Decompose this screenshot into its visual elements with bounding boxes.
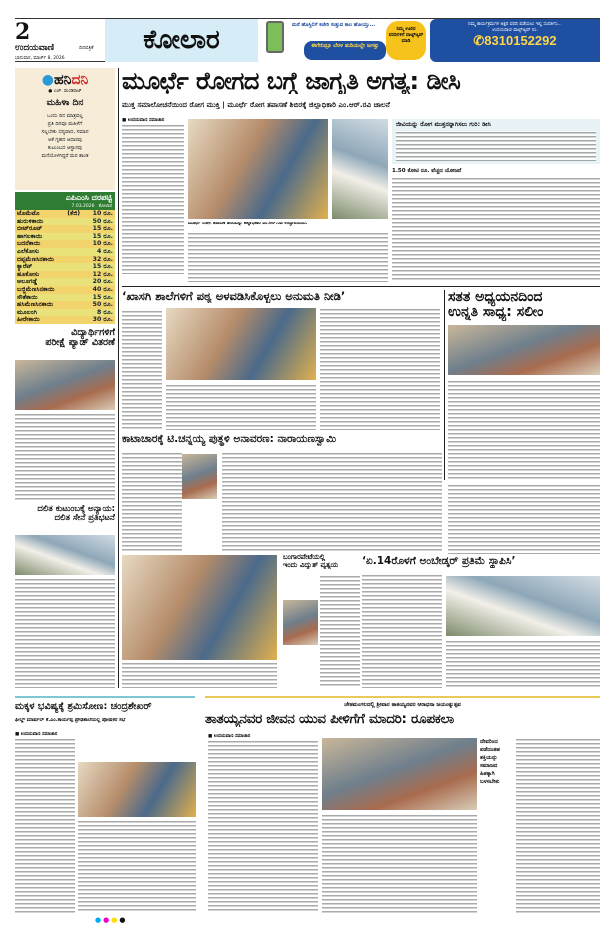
- dalita-photo: [15, 535, 115, 575]
- ad-phone[interactable]: ✆8310152292: [473, 33, 557, 48]
- bangarapete-body: [320, 575, 360, 688]
- apmc-title: ಎಪಿಎಂಸಿ ದರಪಟ್ಟಿ: [65, 193, 112, 202]
- makkala-byline: ■ ಉದಯವಾಣಿ ಸಮಾಚಾರ: [15, 732, 58, 737]
- item-price: 50 ರೂ.: [86, 301, 115, 309]
- headline-line: ದಲಿತ ಸೇನೆ ಪ್ರತಿಭಟನೆ: [54, 513, 115, 524]
- apmc-date: 7.03.2026: [71, 204, 95, 209]
- procession-photo: [122, 555, 277, 660]
- price-row: [15, 240, 115, 248]
- ambedkar-top-body: [448, 484, 600, 554]
- lead-byline: ■ ಉದಯವಾಣಿ ಸಮಾಚಾರ: [122, 118, 165, 123]
- edition-tag: ದಿನಪತ್ರಿಕೆ: [79, 45, 94, 51]
- tatayya-kicker: ಚೇತಮಂಗಲದಲ್ಲಿ ಶ್ರೀವಾರ ತಾತಯ್ಯನವರ ಆರಾಧನಾ ಜಯಂತ್ಯುತ್ಸವ: [344, 702, 461, 708]
- poem-line: ಕುಟುಂಬದ ಆಸ್ಥಾನವು: [47, 145, 83, 151]
- price-table: [15, 210, 115, 324]
- apmc-table: [15, 192, 115, 324]
- price-row: [15, 263, 115, 271]
- item-name: ಹುರುಳಿಕಾಯಿ: [15, 218, 65, 226]
- item-name: ಕ್ಯಾರೆಟ್: [15, 263, 65, 271]
- poem-line: ಸಲ್ಲಬೇಕು ಧನ್ಯವಾದ, ಸಮಾನ: [41, 129, 89, 135]
- item-name: ಟೊಮೆಟೊ: [15, 210, 65, 218]
- poem: [19, 112, 111, 160]
- item-price: 10 ರೂ.: [86, 210, 115, 218]
- poem-line: ಒಂದು ದಿನ ಮಾತ್ರವಲ್ಲ: [46, 113, 83, 119]
- price-row: [15, 233, 115, 241]
- vidyarthi-headline: [15, 328, 115, 349]
- khasagi-body-2: [166, 384, 316, 430]
- makkala-photo: [78, 762, 196, 817]
- item-price: 20 ರೂ.: [86, 278, 115, 286]
- item-price: 32 ರೂ.: [86, 256, 115, 264]
- ad-line1: ಮನೆ ಹೊಸ್ತಿಲಿಗೆ ಕಚೇರಿ ಸುತ್ತುವ ಕಾಲ ಹೋಯ್ತು...: [292, 22, 376, 28]
- dalita-body: [15, 578, 115, 688]
- price-row: [15, 271, 115, 279]
- item-price: 15 ರೂ.: [86, 294, 115, 302]
- registration-marks: ●●●●: [95, 916, 128, 924]
- item-price: 8 ರೂ.: [86, 309, 115, 317]
- lead-caption: ಮೂರ್ಛೆ ರೋಗ ತಪಾಸಣೆ ಶಿಬಿರವನ್ನು ಜಿಲ್ಲಾಧಿಕಾರಿ ಎಂ.ಆರ್.ರವಿ ಉದ್ಘಾಟಿಸಿದರು.: [188, 222, 308, 226]
- lead-body-3: [392, 177, 600, 280]
- lead-body: [122, 124, 184, 274]
- headline-line: ದಲಿತ ಕುಟುಂಬಕ್ಕೆ ಅನ್ಯಾಯ:: [37, 505, 115, 514]
- ad-side: [430, 19, 600, 62]
- item-price: 40 ರೂ.: [86, 286, 115, 294]
- item-name: ಬಜ್ಜಿಮೆಣಸಿನಕಾಯಿ: [15, 286, 65, 294]
- ambedkar-body-2: [446, 640, 600, 688]
- phone-number: 8310152292: [484, 33, 557, 48]
- item-name: ಮೂಲಂಗಿ: [15, 309, 65, 317]
- section-name: ಕೋಲಾರ: [143, 25, 220, 55]
- lead-sidebox: [392, 119, 600, 164]
- headline-line: ಇಂದು ವಿದ್ಯುತ್ ವ್ಯತ್ಯಯ: [283, 560, 339, 569]
- price-row: [15, 248, 115, 256]
- makkala-body-2: [78, 820, 196, 913]
- column-divider: [118, 68, 119, 688]
- item-price: 12 ರೂ.: [86, 271, 115, 279]
- price-row: [15, 225, 115, 233]
- vidyarthi-photo: [15, 360, 115, 410]
- item-price: 15 ರೂ.: [86, 263, 115, 271]
- khasagi-headline: ‘ಖಾಸಗಿ ಶಾಲೆಗಳಿಗೆ ಪಠ್ಯ ಅಳವಡಿಸಿಕೊಳ್ಳಲು ಅನುಮತಿ ನೀಡಿ’: [122, 290, 346, 303]
- headline-line: ಉನ್ನತಿ ಸಾಧ್ಯ: ಸಲೀಂ: [448, 304, 544, 321]
- lead-photo: [188, 119, 328, 219]
- apmc-place: ಕೋಲಾರ: [98, 204, 112, 209]
- lead-subhead: ಮುಕ್ತ ಸಮಾಲೋಚನೆಯಿಂದ ರೋಗ ಮುಕ್ತಿ | ಮೂರ್ಛೆ ರೋಗ ತಪಾಸಣೆ ಶಿಬಿರಕ್ಕೆ ಜಿಲ್ಲಾಧಿಕಾರಿ ಎಂ.ಆರ್.ರವಿ ಚಾಲನೆ: [122, 101, 390, 109]
- kataachara-headline: ಕಾಟಾಚಾರಕ್ಕೆ ಟಿ.ಚನ್ನಯ್ಯ ಪುತ್ಥಳಿ ಅನಾವರಣ: ನಾರಾಯಣಸ್ವಾಮಿ: [122, 434, 337, 445]
- makkala-body: [15, 738, 75, 913]
- whatsapp-ad: [258, 19, 600, 62]
- khasagi-body: [122, 310, 162, 430]
- item-name: ಎಲೆಕೋಸು: [15, 248, 65, 256]
- tatayya-pullquote: ದೇವರಿಂದ ಪಡೆದಂತಹ ಶಕ್ತಿಯನ್ನು ಸಮಾಜದ ಹಿತಕ್ಕಾಗಿ ಬಳಸಬೇಕು: [480, 739, 500, 785]
- price-row: [15, 210, 115, 218]
- portrait-photo: [182, 454, 217, 499]
- ambedkar-photo: [446, 576, 600, 636]
- hanidani-box: [15, 68, 115, 190]
- makkala-headline: ಮಕ್ಕಳ ಭವಿಷ್ಯಕ್ಕೆ ಶ್ರಮಿಸೋಣ: ಚಂದ್ರಶೇಖರ್: [15, 702, 152, 712]
- bangarapete-portrait: [283, 600, 318, 645]
- rule-teal: [15, 696, 195, 698]
- tatayya-body-2: [322, 814, 477, 913]
- price-row: [15, 218, 115, 226]
- item-name: ಆಲೂಗಡ್ಡೆ: [15, 278, 65, 286]
- page-number: 2: [15, 19, 31, 45]
- ambedkar-body: [362, 574, 442, 688]
- tatayya-body-3: [516, 738, 600, 913]
- kataachara-body-2: [222, 452, 442, 552]
- item-price: 50 ರೂ.: [86, 218, 115, 226]
- bangarapete-headline: [283, 554, 358, 569]
- item-name: ಹಸಿಮೆಣಸಿನಕಾಯಿ: [15, 301, 65, 309]
- price-row: [15, 309, 115, 317]
- ad-side-text: ನಿಮ್ಮ ಕಾರ್ಯಕ್ರಮಗಳ ಅಕ್ಷರ ವರದಿ ಪಡೆಯಲು ಇಲ್ಲಿ ಸಂಪರ್ಕಿಸಿ...: [468, 22, 562, 27]
- logo-hani: ಹನಿ: [53, 72, 72, 88]
- lead-highlight: 1.50 ಕೋಟಿ ರೂ. ವೆಚ್ಚದ ಯೋಜನೆ: [392, 168, 462, 174]
- headline-line: ಪರೀಕ್ಷೆ ಪ್ಯಾಡ್ ವಿತರಣೆ: [45, 337, 115, 349]
- item-name: ಬದನೆಕಾಯಿ: [15, 240, 65, 248]
- apmc-header: [15, 192, 115, 210]
- ad-badge: ನಿಮ್ಮ ಊರಿನ ವರದಿಗಳಿಗೆ ವಾಟ್ಸ್ಆ್ಯಪ್ ಮಾಡಿ: [386, 21, 426, 60]
- tatayya-body: [208, 740, 318, 913]
- rule-gold: [205, 696, 600, 698]
- lead-body-2: [188, 232, 388, 282]
- sidebox-body: [396, 131, 596, 161]
- price-row: [15, 294, 115, 302]
- price-row: [15, 301, 115, 309]
- tatayya-photo: [322, 738, 477, 810]
- unit: (ಕೆಜಿ): [65, 210, 85, 218]
- divider: [444, 290, 445, 480]
- date: ಭಾನುವಾರ, ಮಾರ್ಚ್ 8, 2026: [15, 56, 65, 61]
- item-price: 4 ರೂ.: [86, 248, 115, 256]
- poem-title: ಮಹಿಳಾ ದಿನ: [46, 98, 84, 108]
- hanidani-logo: ●ಹನಿದನಿ: [41, 72, 89, 88]
- item-name: ಹಾಗಲಕಾಯಿ: [15, 233, 65, 241]
- poem-line: ಅಕೆ ಗೃಹದ ಆಧಾರವು: [48, 137, 82, 143]
- paper-name: ಉದಯವಾಣಿ: [15, 43, 55, 53]
- lead-headline: ಮೂರ್ಛೆ ರೋಗದ ಬಗ್ಗೆ ಜಾಗೃತಿ ಅಗತ್ಯ: ಡೀಸಿ: [122, 68, 461, 95]
- item-name: ಸೌತೆಕಾಯಿ: [15, 294, 65, 302]
- price-row: [15, 286, 115, 294]
- author: ● ಎಚ್. ಡುಂಡಿರಾಜ್: [48, 89, 82, 94]
- ambedkar-headline: ‘ಏ.14ರೊಳಗೆ ಅಂಬೇಡ್ಕರ್ ಪ್ರತಿಮೆ ಸ್ಥಾಪಿಸಿ’: [362, 556, 516, 567]
- item-name: ಹೀರೇಕಾಯಿ: [15, 316, 65, 324]
- logo-dani: ದನಿ: [71, 72, 89, 88]
- item-price: 15 ರೂ.: [86, 233, 115, 241]
- headline-line: ವಿದ್ಯಾರ್ಥಿಗಳಿಗೆ: [71, 328, 115, 338]
- divider: [122, 286, 600, 287]
- khasagi-body-3: [320, 308, 440, 430]
- sidebox-title: ಜೀವಿಯನ್ನು ರೋಗ ಮುಕ್ತನನ್ನಾಗಿಸಲು ಗುರಿ: ಡೀಸಿ: [396, 121, 491, 128]
- satata-photo: [448, 325, 600, 375]
- price-row: [15, 256, 115, 264]
- headline-line: ಬಂಗಾರಪೇಟೆಯಲ್ಲಿ: [283, 554, 326, 561]
- satata-headline: [448, 290, 600, 321]
- vidyarthi-body: [15, 413, 115, 501]
- item-name: ಬೀಟ್‌ರೂಟ್: [15, 225, 65, 233]
- poem-line: ಪ್ರತಿ ದಿನವೂ ಮಹಿಳೆಗೆ: [47, 121, 83, 127]
- section-title: [105, 19, 258, 62]
- item-price: 15 ರೂ.: [86, 225, 115, 233]
- item-name: ದಪ್ಪಮೆಣಸಿನಕಾಯಿ: [15, 256, 65, 264]
- price-row: [15, 316, 115, 324]
- price-row: [15, 278, 115, 286]
- item-price: 30 ರೂ.: [86, 316, 115, 324]
- phone-hand-icon: [266, 21, 284, 53]
- ad-line2: ಈಗೇನಿದ್ರೂ ಬೆರಳ ತುದಿಯಲ್ಲೇ ಜಗತ್ತು: [304, 41, 386, 60]
- dalita-headline: [15, 505, 115, 524]
- tatayya-headline: ತಾತಯ್ಯನವರ ಜೀವನ ಯುವ ಪೀಳಿಗೆಗೆ ಮಾದರಿ: ರೂಪಕಲಾ: [205, 712, 454, 727]
- procession-caption: [122, 662, 277, 688]
- tatayya-byline: ■ ಉದಯವಾಣಿ ಸಮಾಚಾರ: [208, 734, 251, 739]
- kataachara-body: [122, 452, 182, 552]
- item-price: 10 ರೂ.: [86, 240, 115, 248]
- headline-line: ಸತತ ಅಧ್ಯಯನದಿಂದ: [448, 290, 543, 305]
- khasagi-photo: [166, 308, 316, 380]
- ad-side-label: ಉದಯವಾಣಿ ವಾಟ್ಸ್ಆ್ಯಪ್ ನಂ.: [492, 28, 538, 33]
- lead-photo-2: [332, 119, 388, 219]
- poem-line: ಮನೆಯೊಳಗಿದ್ದರೆ ಮನ ಶಾಂತ: [41, 153, 89, 159]
- item-name: ಹೂಕೋಸು: [15, 271, 65, 279]
- masthead: [15, 18, 600, 62]
- makkala-subhead: ಫೀಲ್ಡ್ ಮಾರ್ಷಲ್ ಕೆ.ಎಂ.ಕಾರ್ಯಪ್ಪ ಪ್ರೌಢಶಾಲೆಯಲ್ಲಿ ಪೋಷಕರ ಸಭೆ: [15, 718, 126, 723]
- satata-body: [448, 380, 600, 480]
